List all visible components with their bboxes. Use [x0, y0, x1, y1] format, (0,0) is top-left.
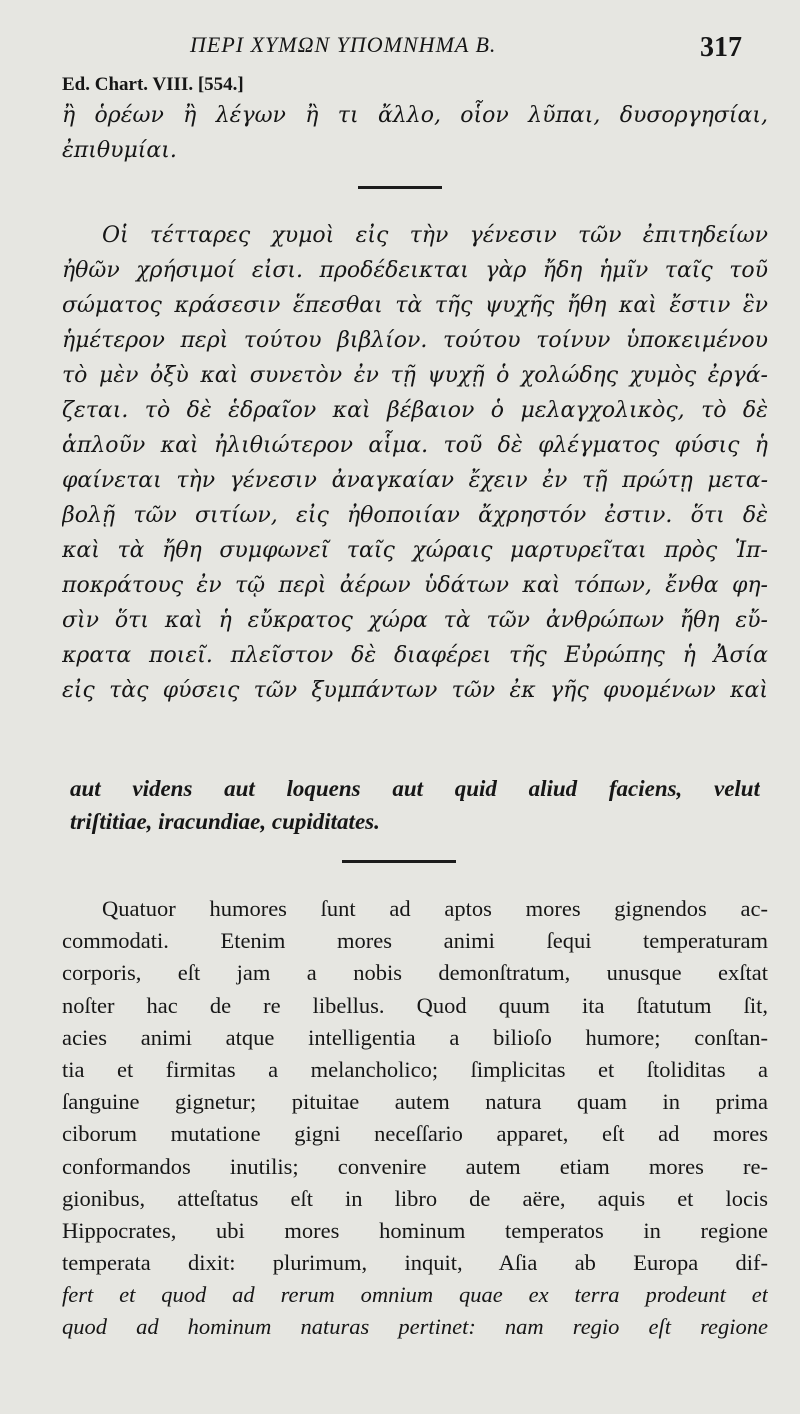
- greek-line: εἰς τὰς φύσεις τῶν ξυμπάντων τῶν ἐκ γῆς φυομένων καὶ: [62, 678, 768, 703]
- greek-line: βολῇ τῶν σιτίων, εἰς ἠθοποιίαν ἄχρηστόν ἐστιν. ὅτι δὲ: [62, 503, 768, 528]
- latin-line: conformandos inutilis; convenire autem etiam mores re-: [62, 1153, 768, 1179]
- greek-line: ἠθῶν χρήσιμοί εἰσι. προδέδεικται γὰρ ἤδη ἡμῖν ταῖς τοῦ: [62, 258, 768, 283]
- latin-line: temperata dixit: plurimum, inquit, Aſia ab Europa dif-: [62, 1250, 768, 1276]
- greek-line: κρατα ποιεῖ. πλεῖστον δὲ διαφέρει τῆς Εὐρώπης ἡ Ἀσία: [62, 643, 768, 668]
- greek-line: ἁπλοῦν καὶ ἠλιθιώτερον αἷμα. τοῦ δὲ φλέγματος φύσις ἡ: [62, 433, 768, 458]
- greek-paragraph: [62, 218, 768, 708]
- greek-line: σὶν ὅτι καὶ ἡ εὔκρατος χώρα τὰ τῶν ἀνθρώπων ἤθη εὔ-: [62, 608, 768, 633]
- latin-line: Quatuor humores ſunt ad aptos mores gignendos ac-: [102, 896, 768, 921]
- latin-line: tia et firmitas a melancholico; ſimplicitas et ſtoliditas a: [62, 1056, 768, 1082]
- greek-line: καὶ τὰ ἤθη συμφωνεῖ ταῖς χώραις μαρτυρεῖται πρὸς Ἱπ-: [62, 538, 768, 563]
- page-number: 317: [700, 32, 742, 63]
- latin-continuation-line: aut videns aut loquens aut quid aliud faciens, velut: [70, 776, 760, 801]
- greek-line: φαίνεται τὴν γένεσιν ἀναγκαίαν ἔχειν ἐν τῇ πρώτῃ μετα-: [62, 468, 768, 493]
- latin-line: ciborum mutatione gigni neceſſario apparet, eſt ad mores: [62, 1121, 768, 1147]
- latin-line: Hippocrates, ubi mores hominum temperatos in regione: [62, 1217, 768, 1243]
- running-title: ΠΕΡΙ ΧΥΜΩΝ ΥΠΟΜΝΗΜΑ Β.: [190, 32, 497, 57]
- greek-continuation-line: ἐπιθυμίαι.: [62, 138, 177, 163]
- latin-line: gionibus, atteſtatus eſt in libro de aëre, aquis et locis: [62, 1185, 768, 1211]
- latin-continuation-line: triſtitiae, iracundiae, cupiditates.: [70, 809, 380, 834]
- latin-continuation: [70, 772, 760, 838]
- greek-line: ποκράτους ἐν τῷ περὶ ἀέρων ὑδάτων καὶ τόπων, ἔνθα φη-: [62, 573, 768, 598]
- greek-line: τὸ μὲν ὀξὺ καὶ συνετὸν ἐν τῇ ψυχῇ ὁ χολώδης χυμὸς ἐργά-: [62, 363, 768, 388]
- greek-continuation: [62, 98, 768, 168]
- edition-reference: Ed. Chart. VIII. [554.]: [62, 74, 244, 95]
- latin-line: noſter hac de re libellus. Quod quum ita ſtatutum ſit,: [62, 992, 768, 1018]
- latin-line: acies animi atque intelligentia a bilioſo humore; conſtan-: [62, 1024, 768, 1050]
- greek-line: ζεται. τὸ δὲ ἑδραῖον καὶ βέβαιον ὁ μελαγχολικὸς, τὸ δὲ: [62, 398, 768, 423]
- section-divider: [342, 860, 456, 863]
- greek-continuation-line: ἢ ὁρέων ἢ λέγων ἢ τι ἄλλο, οἷον λῦπαι, δυσοργησίαι,: [62, 103, 768, 128]
- greek-line: σώματος κράσεσιν ἕπεσθαι τὰ τῆς ψυχῆς ἤθη καὶ ἔστιν ἓν: [62, 293, 768, 318]
- latin-line: ſanguine gignetur; pituitae autem natura quam in prima: [62, 1089, 768, 1115]
- latin-line: commodati. Etenim mores animi ſequi temperaturam: [62, 928, 768, 954]
- page-header: [0, 28, 800, 68]
- latin-line: fert et quod ad rerum omnium quae ex terra prodeunt et: [62, 1282, 768, 1308]
- latin-paragraph: [62, 893, 768, 1344]
- latin-line: quod ad hominum naturas pertinet: nam regio eſt regione: [62, 1314, 768, 1340]
- greek-line: ἡμέτερον περὶ τούτου βιβλίον. τούτου τοίνυν ὑποκειμένου: [62, 328, 768, 353]
- section-divider: [358, 186, 442, 189]
- latin-line: corporis, eſt jam a nobis demonſtratum, unusque exſtat: [62, 960, 768, 986]
- greek-line: Οἱ τέτταρες χυμοὶ εἰς τὴν γένεσιν τῶν ἐπιτηδείων: [102, 223, 768, 248]
